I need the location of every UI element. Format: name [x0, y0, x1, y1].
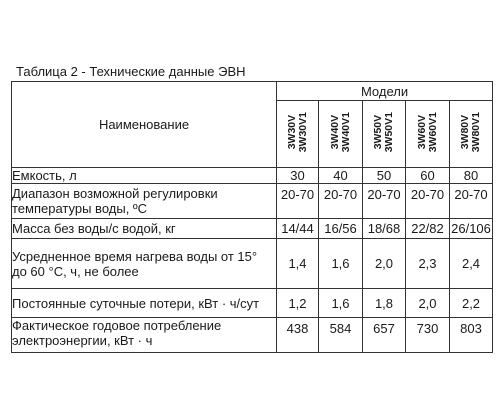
- table-cell: 438: [277, 318, 319, 353]
- table-cell: 2,0: [406, 289, 450, 318]
- model-header-cell: [277, 101, 319, 168]
- table-row-daily-losses: [12, 289, 493, 318]
- table-cell: 2,0: [363, 239, 406, 289]
- model-header-cell: [363, 101, 406, 168]
- table-row-mass: [12, 219, 493, 239]
- table-row-annual-consumption: [12, 318, 493, 353]
- table-cell: 1,2: [277, 289, 319, 318]
- table-cell: 18/68: [363, 219, 406, 239]
- table-cell: 20-70: [319, 184, 363, 219]
- row-label: Постоянные суточные потери, кВт · ч/сут: [12, 289, 277, 318]
- table-cell: 2,4: [450, 239, 493, 289]
- table-cell: 803: [450, 318, 493, 353]
- table-cell: 2,3: [406, 239, 450, 289]
- models-column-header: Модели: [277, 82, 493, 101]
- technical-specs-table: [11, 81, 493, 353]
- row-label: Усредненное время нагрева воды от 15° до 60 °С, ч, не более: [12, 239, 277, 289]
- table-cell: 584: [319, 318, 363, 353]
- table-cell: 730: [406, 318, 450, 353]
- table-cell: 1,4: [277, 239, 319, 289]
- table-caption: Таблица 2 - Технические данные ЭВН: [16, 64, 246, 79]
- model-name: 3W80V 3W80V1: [459, 112, 483, 153]
- table-cell: 2,2: [450, 289, 493, 318]
- table-cell: 60: [406, 168, 450, 184]
- table-cell: 16/56: [319, 219, 363, 239]
- model-name: 3W50V 3W50V1: [372, 112, 395, 153]
- row-label: Фактическое годовое потребление электроэнергии, кВт · ч: [12, 318, 277, 353]
- model-name: 3W30V 3W30V1: [285, 112, 309, 153]
- model-name: 3W40V 3W40V1: [328, 112, 352, 153]
- row-label: Масса без воды/с водой, кг: [12, 219, 277, 239]
- table-row-capacity: [12, 168, 493, 184]
- table-cell: 80: [450, 168, 493, 184]
- table-cell: 1,8: [363, 289, 406, 318]
- table-row-heating-time: [12, 239, 493, 289]
- table-cell: 20-70: [450, 184, 493, 219]
- table-cell: 1,6: [319, 289, 363, 318]
- table-cell: 20-70: [406, 184, 450, 219]
- model-name: 3W60V 3W60V1: [415, 112, 439, 153]
- model-header-cell: [406, 101, 450, 168]
- table-cell: 14/44: [277, 219, 319, 239]
- table-cell: 40: [319, 168, 363, 184]
- table-cell: 26/106: [450, 219, 493, 239]
- row-label: Емкость, л: [12, 168, 277, 184]
- table-cell: 20-70: [363, 184, 406, 219]
- table-cell: 22/82: [406, 219, 450, 239]
- table-cell: 50: [363, 168, 406, 184]
- table-cell: 657: [363, 318, 406, 353]
- table-row-temperature-range: [12, 184, 493, 219]
- row-label: Диапазон возможной регулировки температуры воды, ºС: [12, 184, 277, 219]
- name-column-header: Наименование: [12, 82, 277, 168]
- table-cell: 30: [277, 168, 319, 184]
- table-cell: 1,6: [319, 239, 363, 289]
- model-header-cell: [319, 101, 363, 168]
- model-header-cell: [450, 101, 493, 168]
- table-cell: 20-70: [277, 184, 319, 219]
